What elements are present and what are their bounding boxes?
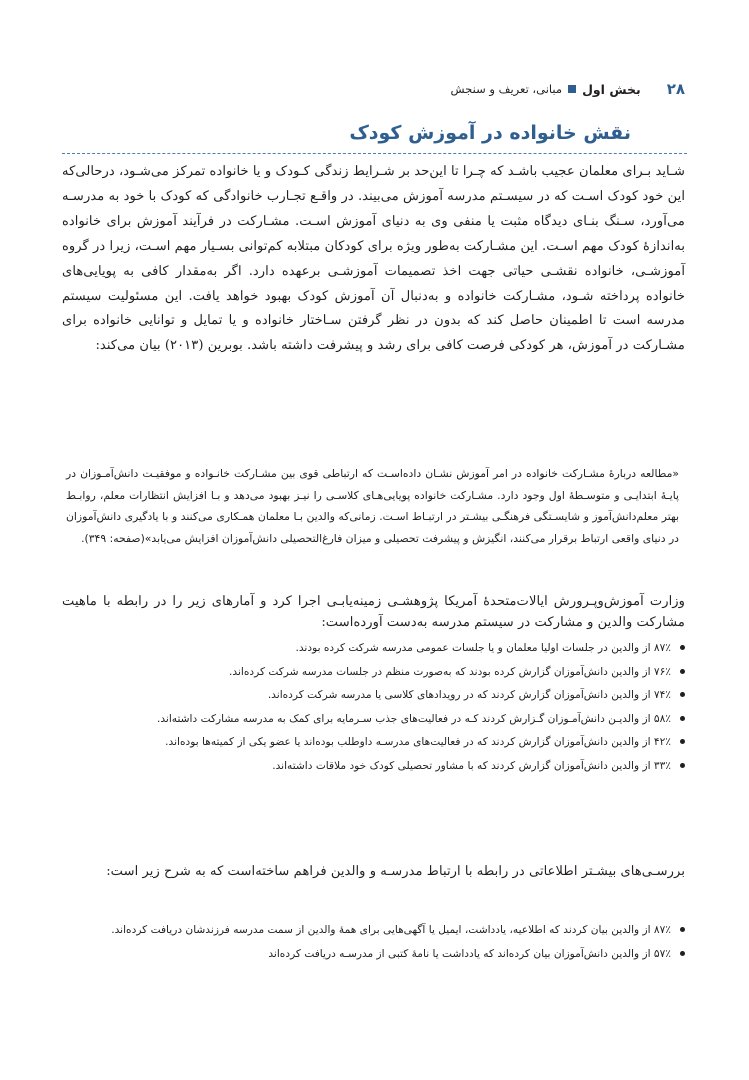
bullet-dot-icon bbox=[680, 951, 685, 956]
list-item bbox=[62, 685, 685, 706]
list-item bbox=[62, 638, 685, 659]
bullet-list-2 bbox=[62, 920, 685, 967]
list-item-text: ۸۷٪ از والدین بیان کردند که اطلاعیه، یادداشت، ایمیل یا آگهی‌هایی برای همهٔ والدین از سمت مدرسه فرزندشان دریافت کرده‌اند. bbox=[111, 924, 671, 936]
paragraph-further-surveys bbox=[62, 860, 685, 884]
list-item bbox=[62, 756, 685, 777]
bullet-dot-icon bbox=[680, 716, 685, 721]
list-item-text: ۵۷٪ از والدین دانش‌آموزان بیان کرده‌اند که یادداشت یا نامهٔ کتبی از مدرسـه دریافت کرده‌اند bbox=[268, 947, 671, 960]
paragraph-text: وزارت آموزش‌وپـرورش ایالات‌متحدهٔ آمریکا پژوهشـی زمینه‌یابـی اجرا کرد و آمارهای زیر را در رابطه با ماهیت مشارکت والدین و مشارکت در سیستم مدرسه به‌دست آورده‌است: bbox=[62, 594, 685, 630]
list-item bbox=[62, 709, 685, 730]
bullet-dot-icon bbox=[680, 763, 685, 768]
paragraph-main bbox=[62, 160, 685, 359]
paragraph-text: شـاید بـرای معلمان عجیب باشـد که چـرا تا این‌حد بر شـرایط زندگی کـودک و یا خانواده تمرکز می‌شـود، درحالی‌که این خود کودک اسـت که در سیسـتم مدرسه آموزش می‌بیند. در واقـع تجـارب خانوادگی که کودک با خود به مدرسـه می‌آورد، سـنگ بنـای دیدگاه مثبت یا منفی وی به دنیای آموزش اسـت. مشـارکت در فرآیند آموزش برای خانواده به‌اندازهٔ کودک مهم اسـت. این مشـارکت به‌طور ویژه برای کودکان مبتلابه کم‌توانی بسـیار مهم اسـت، زیرا در گروه آموزشـی، خانواده نقشـی حیاتی جهت اخذ تصمیمات آموزشـی برعهده دارد. اگر به‌مقدار کافی به پویایی‌های خانواده پرداخته شـود، مشـارکت خانواده و به‌دنبال آن آموزش کودک بهبود خواهد یافت. این مسئولیت سیستم مدرسه است تا اطمینان حاصل کند که بدون در نظر گرفتن سـاختار خانواده و یا تمایل و توانایی خانواده برای مشـارکت در آموزش، هر کودکی فرصت کافی برای رشد و پیشرفت داشته باشد. بوبرین (۲۰۱۳) بیان می‌کند: bbox=[62, 164, 685, 354]
page-number: ۲۸ bbox=[666, 80, 685, 98]
paragraph-survey-intro bbox=[62, 591, 685, 633]
bullet-dot-icon bbox=[680, 739, 685, 744]
list-item-text: ۸۷٪ از والدین در جلسات اولیا معلمان و یا جلسات عمومی مدرسه شرکت کرده بودند. bbox=[295, 642, 671, 654]
bullet-dot-icon bbox=[680, 645, 685, 650]
list-item-text: ۳۳٪ از والدین دانش‌آموزان گزارش کردند که با مشاور تحصیلی کودک خود ملاقات داشته‌اند. bbox=[272, 759, 671, 772]
list-item bbox=[62, 944, 685, 965]
list-item bbox=[62, 920, 685, 941]
list-item bbox=[62, 662, 685, 683]
quote-block bbox=[66, 463, 679, 549]
list-item bbox=[62, 732, 685, 753]
running-header bbox=[64, 78, 685, 100]
chapter-label: مبانی، تعریف و سنجش bbox=[450, 82, 563, 96]
bullet-dot-icon bbox=[680, 692, 685, 697]
list-item-text: ۴۲٪ از والدین دانش‌آموزان گزارش کردند که در فعالیت‌های مدرسـه داوطلب بوده‌اند یا عضو یکی از کمیته‌ها بوده‌اند. bbox=[165, 736, 671, 748]
list-item-text: ۵۸٪ از والدیـن دانش‌آمـوزان گـزارش کردند کـه در فعالیت‌های جذب سـرمایه برای کمک به مدرسه مشارکت داشته‌اند. bbox=[156, 712, 671, 725]
square-bullet-icon bbox=[568, 85, 576, 93]
section-title: نقش خانواده در آموزش کودک bbox=[349, 122, 631, 144]
bullet-dot-icon bbox=[680, 927, 685, 932]
list-item-text: ۷۶٪ از والدین دانش‌آموزان گزارش کرده بودند که به‌صورت منظم در جلسات مدرسه شرکت کرده‌اند. bbox=[229, 665, 671, 678]
title-divider bbox=[62, 153, 687, 154]
part-label: بخش اول bbox=[582, 81, 641, 97]
list-item-text: ۷۴٪ از والدین دانش‌آموزان گزارش کردند که در رویدادهای کلاسی یا مدرسه شرکت کرده‌اند. bbox=[267, 689, 671, 701]
bullet-dot-icon bbox=[680, 669, 685, 674]
quote-text: «مطالعه دربارهٔ مشـارکت خانواده در امر آموزش نشـان داده‌اسـت که ارتباطی قوی بین مشـارکت خانـواده و موفقیـت دانش‌آمـوزان در پایـهٔ ابتدایـی و متوسـطهٔ اول وجود دارد. مشـارکت خانواده پویایی‌هـای کلاسـی را نیـز بهبود می‌دهد و بـا افزایش انتظارات معلم، روابـط بهتر معلم‌دانش‌آموز و شایسـتگی فرهنگـی بیشـتر در ارتبـاط اسـت. زمانی‌که والدین بـا معلمان همـکاری می‌کنند و با یادگیری دانش‌آموزان در دنیای واقعی ارتباط برقرار می‌کنند، انگیزش و پیشرفت تحصیلی و میزان فارغ‌التحصیلی دانش‌آموزان افزایش می‌یابد»(صفحه: ۳۴۹). bbox=[66, 467, 679, 545]
bullet-list-1 bbox=[62, 638, 685, 779]
paragraph-text: بررسـی‌های بیشـتر اطلاعاتی در رابطه با ارتباط مدرسـه و والدین فراهم ساخته‌است که به شرح زیر است: bbox=[106, 864, 685, 879]
